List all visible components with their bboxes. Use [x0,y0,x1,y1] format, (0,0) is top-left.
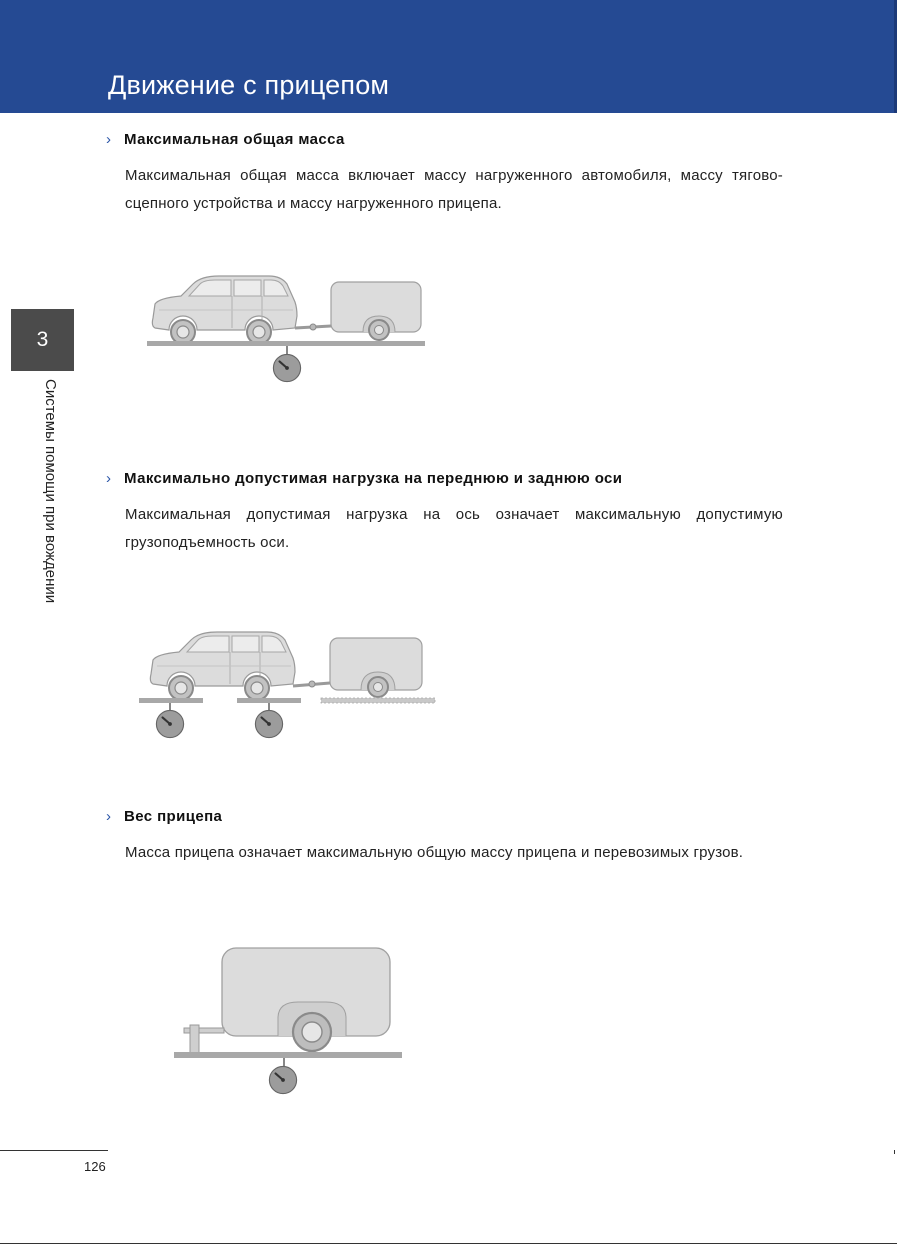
figure-axle-load [135,628,440,744]
section-text: Максимальная допустимая нагрузка на ось означает максимальную допустимую грузоподъемность оси. [125,506,783,551]
trailer-illustration [222,948,390,1051]
weight-gauge-icon [273,354,300,381]
section-heading [106,467,796,489]
tow-hitch [293,681,330,687]
rear-axle-gauge-icon [255,710,282,737]
footer-mark [894,1150,895,1154]
section-text: Максимальная общая масса включает массу нагруженного автомобиля, массу тягово-сцепного устройства и массу нагруженного прицепа. [125,167,783,212]
page-number: 126 [84,1159,106,1174]
figure-trailer-weight [170,944,406,1100]
page-title: Движение с прицепом [108,70,390,100]
section-max-total-mass [106,128,796,218]
trailer-illustration [330,638,422,697]
drawbar [184,1025,224,1056]
chapter-label: Системы помощи при вождении [42,379,59,604]
chevron-right-icon: › [106,130,111,148]
section-title: Вес прицепа [124,807,223,825]
front-axle-platform [139,698,203,703]
section-title: Максимально допустимая нагрузка на переднюю и заднюю оси [124,469,623,487]
front-axle-gauge-icon [156,710,183,737]
ground-platform [147,341,425,346]
ground-platform [174,1052,402,1058]
trailer-ground [321,698,435,703]
section-text: Масса прицепа означает максимальную общую массу прицепа и перевозимых грузов. [125,844,744,861]
chevron-right-icon: › [106,469,111,487]
footer-rule [0,1150,108,1151]
chapter-number-tab: 3 [11,309,74,371]
car-illustration [152,276,297,344]
section-heading [106,805,796,827]
chevron-right-icon: › [106,807,111,825]
figure-car-with-trailer-total-mass [135,270,435,388]
rear-axle-platform [237,698,301,703]
section-title: Максимальная общая масса [124,130,345,148]
section-max-axle-load [106,467,796,557]
car-illustration [150,632,295,700]
section-trailer-weight [106,805,796,867]
weight-gauge-icon [269,1066,296,1093]
tow-hitch [295,324,331,330]
bottom-rule [0,1243,897,1244]
trailer-illustration [331,282,421,340]
section-heading [106,128,796,150]
